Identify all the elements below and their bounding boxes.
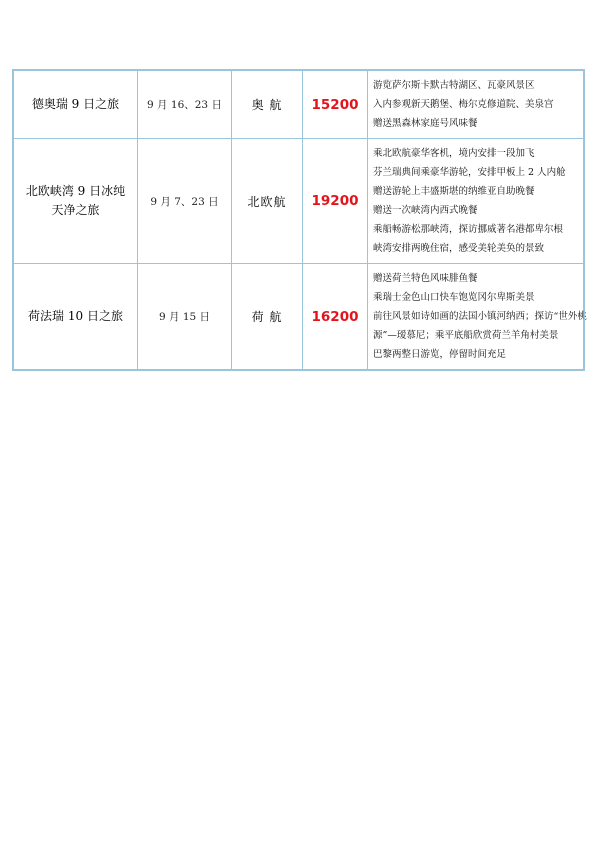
tour-table [13, 70, 587, 370]
tour-airline: 荷 航 [232, 264, 303, 370]
highlight-line: 乘瑞士金色山口快车饱览冈尔卑斯美景 [373, 292, 535, 303]
tour-dates: 9 月 16、23 日 [138, 71, 232, 139]
highlight-line: 赠送黑森林家庭号风味餐 [373, 118, 478, 129]
tour-name: 荷法瑞 10 日之旅 [14, 264, 138, 370]
table-row [14, 264, 584, 370]
highlight-line: 赠送一次峡湾内西式晚餐 [373, 205, 478, 216]
tour-highlights [368, 139, 584, 264]
tour-highlights [368, 71, 584, 139]
highlight-line: 源”—瑷慕尼；乘平底船欣赏荷兰羊角村美景 [373, 330, 559, 341]
highlight-line: 峡湾安排两晚住宿，感受美轮美奂的景致 [373, 243, 545, 254]
tour-price: 16200 [303, 264, 368, 370]
table-row [14, 71, 584, 139]
tour-dates: 9 月 7、23 日 [138, 139, 232, 264]
tour-airline: 北欧航 [232, 139, 303, 264]
highlight-line: 游览萨尔斯卡默古特湖区、瓦豪风景区 [373, 80, 535, 91]
tour-price: 19200 [303, 139, 368, 264]
tour-name: 北欧峡湾 9 日冰纯天净之旅 [14, 139, 138, 264]
highlight-line: 乘北欧航豪华客机，境内安排一段加飞 [373, 148, 535, 159]
tour-dates: 9 月 15 日 [138, 264, 232, 370]
highlight-line: 入内参观新天鹅堡、梅尔克修道院、美泉宫 [373, 99, 554, 110]
highlight-line: 前往风景如诗如画的法国小镇河纳西；探访“世外桃 [373, 311, 587, 322]
table-row [14, 139, 584, 264]
highlight-line: 乘船畅游松那峡湾，探访挪威著名港都卑尔根 [373, 224, 564, 235]
tour-name: 德奥瑞 9 日之旅 [14, 71, 138, 139]
highlight-line: 赠送游轮上丰盛斯堪的纳维亚自助晚餐 [373, 186, 535, 197]
tour-airline: 奥 航 [232, 71, 303, 139]
tour-price: 15200 [303, 71, 368, 139]
highlight-line: 巴黎两整日游览，停留时间充足 [373, 349, 507, 360]
highlight-line: 赠送荷兰特色风味腓鱼餐 [373, 273, 478, 284]
tour-highlights [368, 264, 587, 370]
highlight-line: 芬兰瑞典间乘豪华游轮，安排甲板上 2 人内舱 [373, 167, 566, 178]
